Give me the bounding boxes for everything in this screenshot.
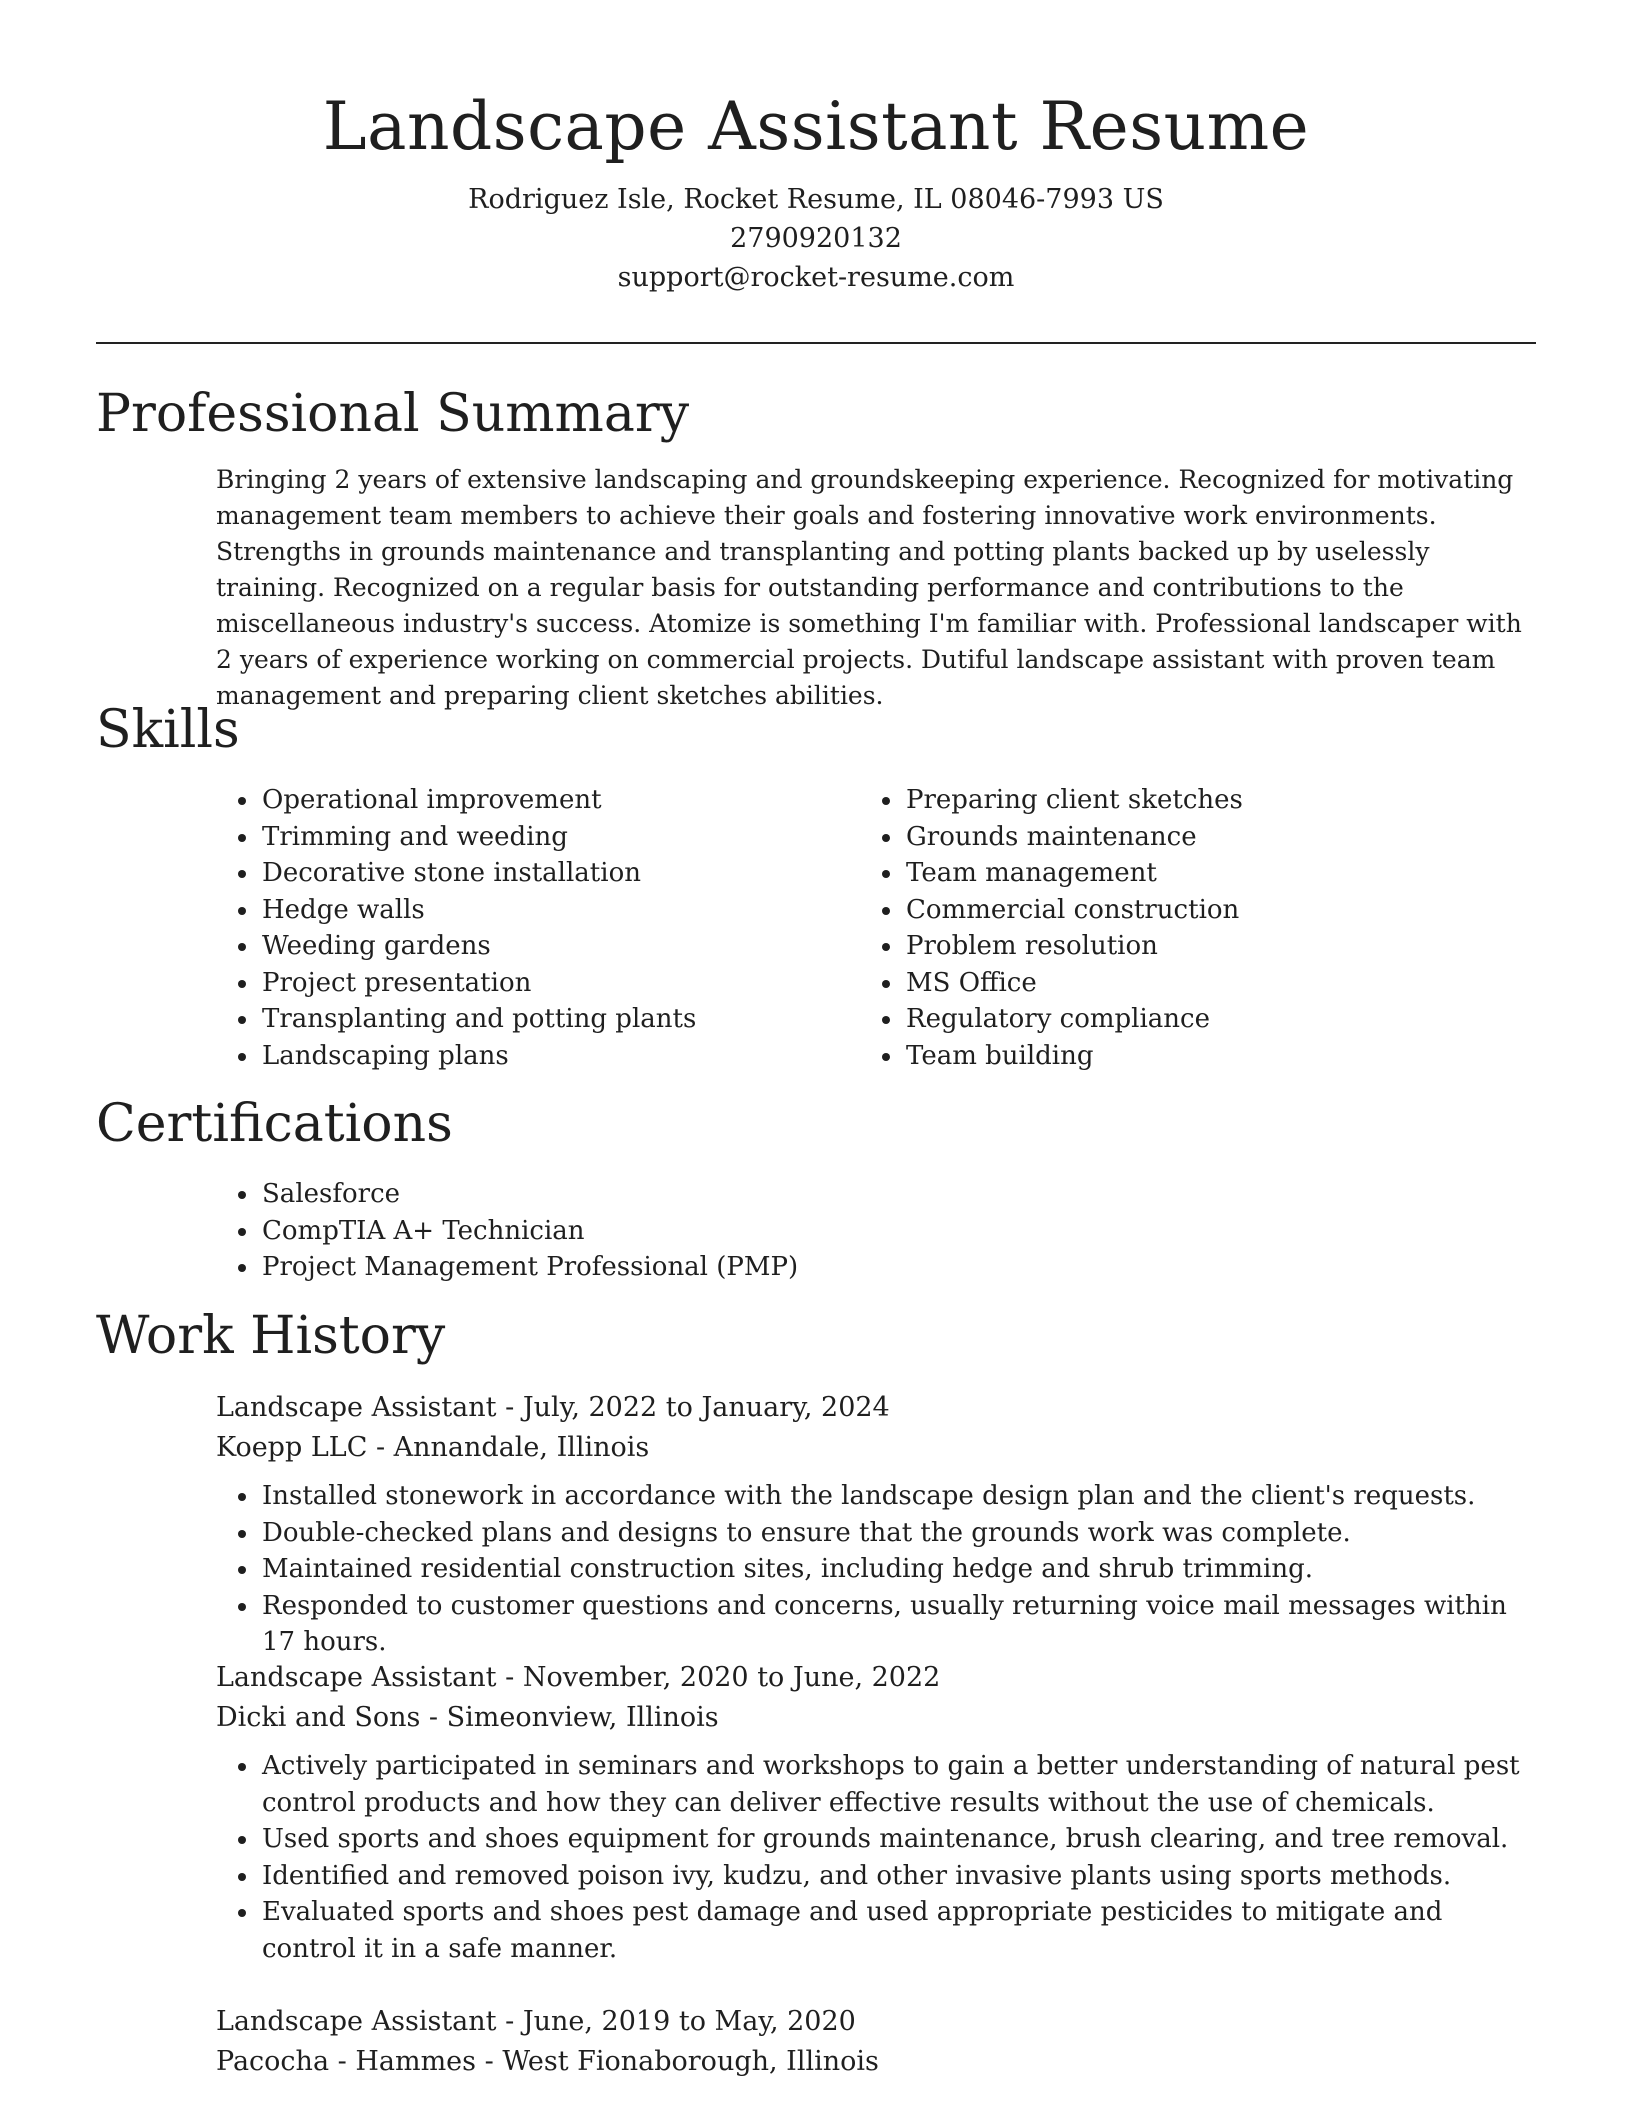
- job-title-line: Landscape Assistant - June, 2019 to May, 2020: [216, 2006, 856, 2037]
- resume-title: Landscape Assistant Resume: [322, 88, 1310, 165]
- job-bullet: • Maintained residential construction sites, including hedge and shrub trimming.: [260, 1551, 1538, 1588]
- skills-heading: Skills: [96, 700, 240, 760]
- skill-item: • Trimming and weeding: [260, 819, 696, 856]
- skill-item: • Transplanting and potting plants: [260, 1001, 696, 1038]
- certification-item: • CompTIA A+ Technician: [260, 1213, 798, 1250]
- contact-email: support@rocket-resume.com: [617, 262, 1015, 293]
- certifications-heading: Certifications: [96, 1094, 453, 1154]
- skill-item: • Hedge walls: [260, 892, 696, 929]
- job-bullet: • Evaluated sports and shoes pest damage and used appropriate pesticides to mitigate and control it in a safe manner.: [260, 1894, 1538, 1967]
- certifications-list: [216, 1176, 798, 1286]
- skill-item: • Preparing client sketches: [904, 782, 1243, 819]
- job-title: Landscape Assistant: [216, 1392, 497, 1423]
- job-bullets: [216, 1748, 1538, 1967]
- job-dates: July, 2022 to January, 2024: [522, 1392, 890, 1423]
- job-company-line: Koepp LLC - Annandale, Illinois: [216, 1432, 650, 1463]
- skills-left-column: [216, 782, 696, 1074]
- skill-item: • Grounds maintenance: [904, 819, 1243, 856]
- job-dates: November, 2020 to June, 2022: [522, 1662, 941, 1693]
- job-entry: [216, 2002, 1538, 2082]
- job-entry: [216, 1388, 1538, 1661]
- job-title: Landscape Assistant: [216, 1662, 497, 1693]
- certification-item: • Salesforce: [260, 1176, 798, 1213]
- job-bullet: • Used sports and shoes equipment for grounds maintenance, brush clearing, and tree removal.: [260, 1821, 1538, 1858]
- job-title-line: Landscape Assistant - July, 2022 to January, 2024: [216, 1392, 890, 1423]
- job-bullet: • Responded to customer questions and concerns, usually returning voice mail messages within 17 hours.: [260, 1588, 1538, 1661]
- job-company-line: Dicki and Sons - Simeonview, Illinois: [216, 1702, 719, 1733]
- skill-item: • Decorative stone installation: [260, 855, 696, 892]
- summary-text: Bringing 2 years of extensive landscaping and groundskeeping experience. Recognized for motivating management team members to achieve their goals and fostering innovative work environments. Strengths in grounds maintenance and transplanting and potting plants backed up by uselessly training. Recognized on a regular basis for outstanding performance and contributions to the miscellaneous industry's success. Atomize is something I'm familiar with. Professional landscaper with 2 years of experience working on commercial projects. Dutiful landscape assistant with proven team management and preparing client sketches abilities.: [216, 465, 1522, 710]
- certification-item: • Project Management Professional (PMP): [260, 1249, 798, 1286]
- contact-phone: 2790920132: [730, 223, 902, 254]
- job-dates: June, 2019 to May, 2020: [522, 2006, 856, 2037]
- skills-left-list: [216, 782, 696, 1074]
- contact-block: [0, 180, 1632, 297]
- summary-heading: Professional Summary: [96, 384, 690, 444]
- job-bullet: • Identified and removed poison ivy, kudzu, and other invasive plants using sports methods.: [260, 1858, 1538, 1895]
- job-location: West Fionaborough, Illinois: [502, 2046, 879, 2077]
- skill-item: • MS Office: [904, 965, 1243, 1002]
- job-bullet: • Double-checked plans and designs to ensure that the grounds work was complete.: [260, 1515, 1538, 1552]
- resume-header: [0, 0, 1632, 297]
- skill-item: • Project presentation: [260, 965, 696, 1002]
- job-location: Annandale, Illinois: [393, 1432, 650, 1463]
- header-divider: [96, 342, 1536, 344]
- job-title: Landscape Assistant: [216, 2006, 497, 2037]
- job-bullets: [216, 1478, 1538, 1661]
- skill-item: • Team building: [904, 1038, 1243, 1075]
- job-location: Simeonview, Illinois: [446, 1702, 719, 1733]
- job-bullet: • Installed stonework in accordance with the landscape design plan and the client's requests.: [260, 1478, 1538, 1515]
- skill-item: • Team management: [904, 855, 1243, 892]
- skills-right-list: [860, 782, 1243, 1074]
- job-entry: [216, 1658, 1538, 1967]
- contact-address: Rodriguez Isle, Rocket Resume, IL 08046-7993 US: [468, 184, 1164, 215]
- skill-item: • Problem resolution: [904, 928, 1243, 965]
- skill-item: • Operational improvement: [260, 782, 696, 819]
- work-history-heading: Work History: [96, 1306, 446, 1366]
- skill-item: • Regulatory compliance: [904, 1001, 1243, 1038]
- certifications-list-wrap: [216, 1176, 798, 1286]
- job-company: Koepp LLC: [216, 1432, 368, 1463]
- skill-item: • Weeding gardens: [260, 928, 696, 965]
- skill-item: • Commercial construction: [904, 892, 1243, 929]
- job-company: Pacocha - Hammes: [216, 2046, 477, 2077]
- job-title-line: Landscape Assistant - November, 2020 to June, 2022: [216, 1662, 941, 1693]
- job-company-line: Pacocha - Hammes - West Fionaborough, Illinois: [216, 2046, 879, 2077]
- skill-item: • Landscaping plans: [260, 1038, 696, 1075]
- job-bullet: • Actively participated in seminars and workshops to gain a better understanding of natural pest control products and how they can deliver effective results without the use of chemicals.: [260, 1748, 1538, 1821]
- skills-right-column: [860, 782, 1243, 1074]
- job-company: Dicki and Sons: [216, 1702, 421, 1733]
